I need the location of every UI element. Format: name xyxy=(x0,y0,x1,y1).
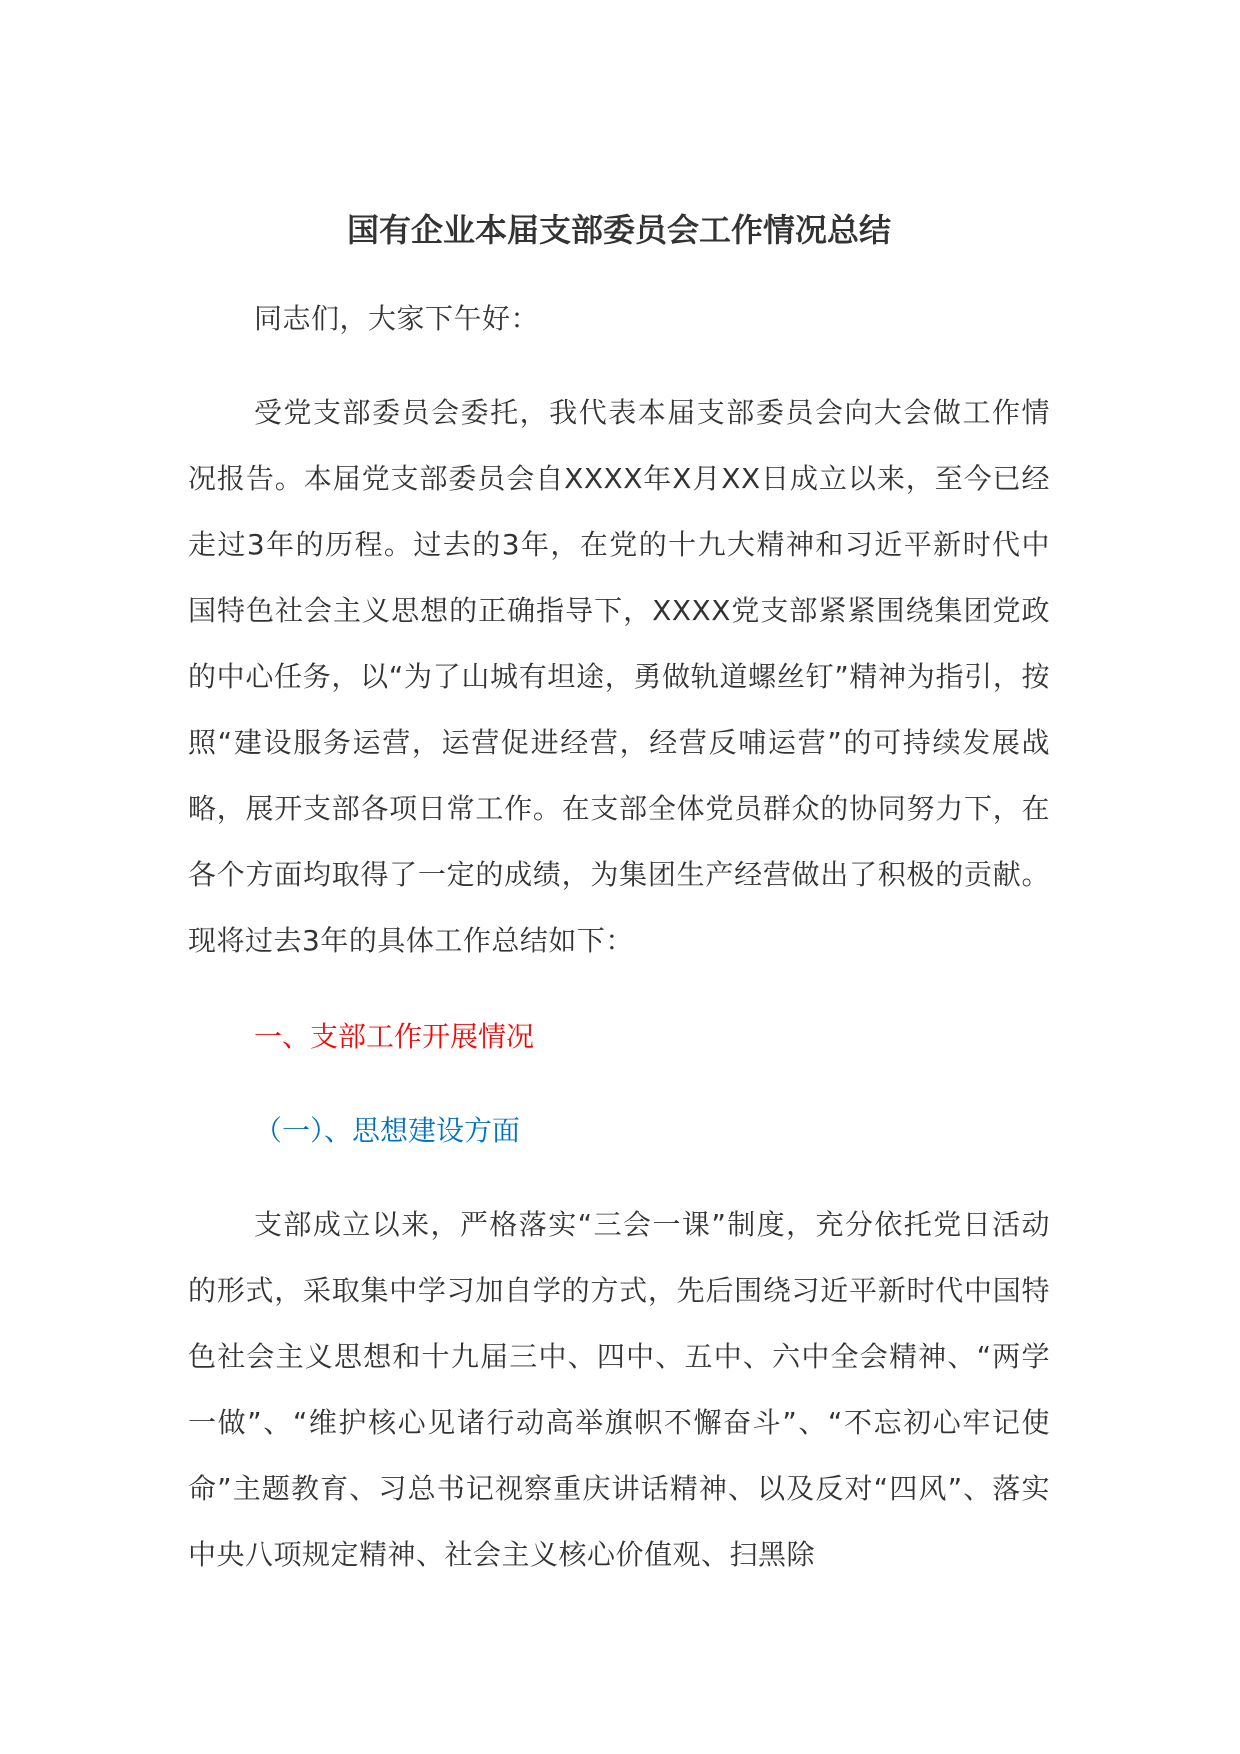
document-title: 国有企业本届支部委员会工作情况总结 xyxy=(346,211,891,249)
spacer xyxy=(188,1070,1050,1098)
spacer xyxy=(188,974,1050,1004)
subsection-heading: （一）、思想建设方面 xyxy=(254,1114,521,1147)
greeting-paragraph: 同志们，大家下午好： xyxy=(254,302,540,335)
intro-paragraph: 受党支部委员会委托，我代表本届支部委员会向大会做工作情况报告。本届党支部委员会自XXXX年X月XX日成立以来，至今已经走过3年的历程。过去的3年，在党的十九大精神和习近平新时代中国特色社会主义思想的正确指导下，XXXX党支部紧紧围绕集团党政的中心任务，以“为了山城有坦途，勇做轨道螺丝钉”精神为指引，按照“建设服务运营，运营促进经营，经营反哺运营”的可持续发展战略，展开支部各项日常工作。在支部全体党员群众的协同努力下，在各个方面均取得了一定的成绩，为集团生产经营做出了积极的贡献。现将过去3年的具体工作总结如下： xyxy=(188,396,1050,957)
section-heading: 一、支部工作开展情况 xyxy=(254,1020,535,1053)
document-page xyxy=(188,200,1050,1588)
spacer xyxy=(188,352,1050,380)
spacer xyxy=(188,1164,1050,1192)
section-body-paragraph: 支部成立以来，严格落实“三会一课”制度，充分依托党日活动的形式，采取集中学习加自学的方式，先后围绕习近平新时代中国特色社会主义思想和十九届三中、四中、五中、六中全会精神、“两学一做”、“维护核心见诸行动高举旗帜不懈奋斗”、“不忘初心牢记使命”主题教育、习总书记视察重庆讲话精神、以及反对“四风”、落实中央八项规定精神、社会主义核心价值观、扫黑除 xyxy=(188,1208,1050,1571)
